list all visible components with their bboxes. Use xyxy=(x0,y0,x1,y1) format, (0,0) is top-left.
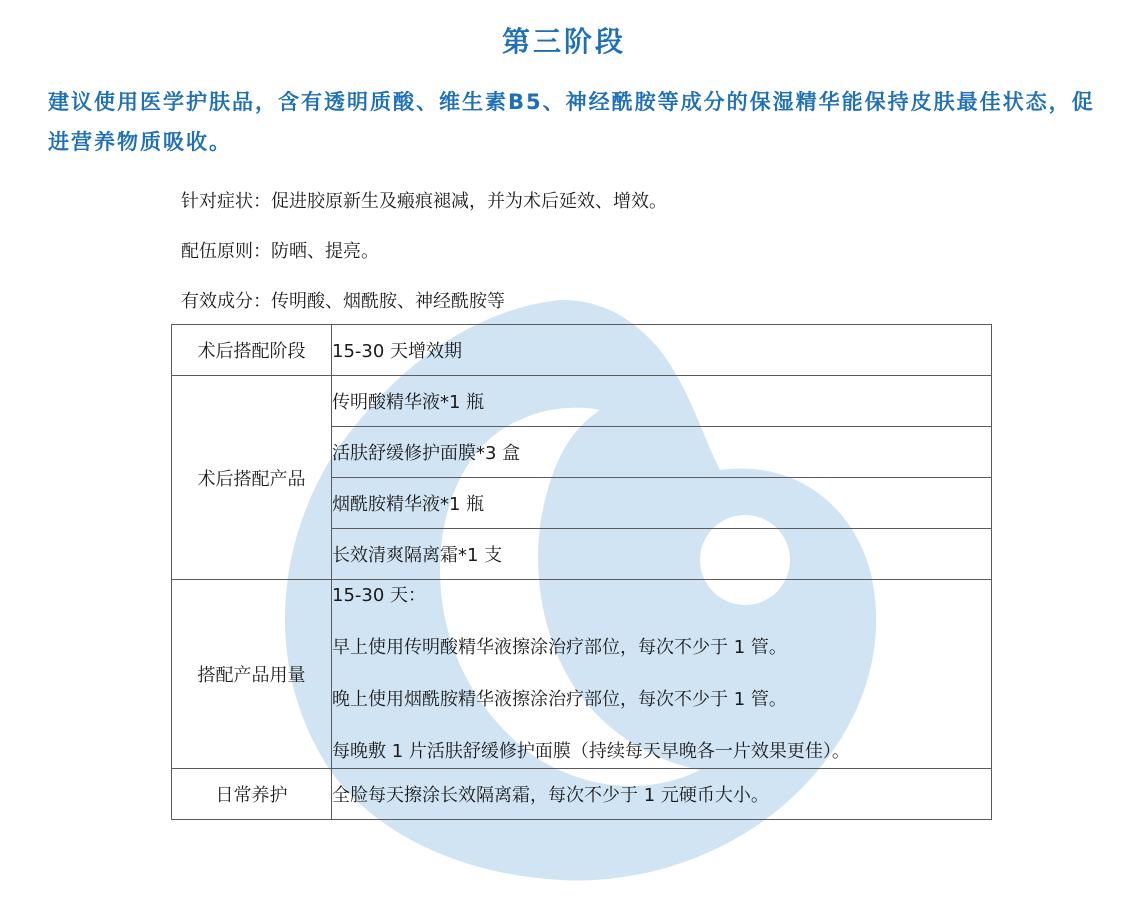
usage-line: 每晚敷 1 片活肤舒缓修护面膜（持续每天早晚各一片效果更佳）。 xyxy=(332,741,850,762)
ingredients-line: 有效成分：传明酸、烟酰胺、神经酰胺等 xyxy=(181,291,505,312)
intro-text: 建议使用医学护肤品，含有透明质酸、维生素B5、神经酰胺等成分的保湿精华能保持皮肤最佳状态，促进营养物质吸收。 xyxy=(48,90,1095,154)
principle-line: 配伍原则：防晒、提亮。 xyxy=(181,241,379,262)
stage-table xyxy=(171,324,992,820)
usage-cell xyxy=(332,580,992,769)
daily-label: 日常养护 xyxy=(172,769,332,820)
table-row xyxy=(172,376,992,427)
page-title: 第三阶段 xyxy=(501,25,626,58)
products-label: 术后搭配产品 xyxy=(172,376,332,580)
stage-value: 15-30 天增效期 xyxy=(332,325,992,376)
usage-label: 搭配产品用量 xyxy=(172,580,332,769)
product-item: 烟酰胺精华液*1 瓶 xyxy=(332,478,992,529)
usage-line: 早上使用传明酸精华液擦涂治疗部位，每次不少于 1 管。 xyxy=(332,637,787,658)
usage-line: 晚上使用烟酰胺精华液擦涂治疗部位，每次不少于 1 管。 xyxy=(332,689,787,710)
daily-value: 全脸每天擦涂长效隔离霜，每次不少于 1 元硬币大小。 xyxy=(332,769,992,820)
usage-line: 15-30 天： xyxy=(332,585,427,606)
table-row xyxy=(172,580,992,769)
table-row xyxy=(172,769,992,820)
stage-label: 术后搭配阶段 xyxy=(172,325,332,376)
table-row xyxy=(172,325,992,376)
product-item: 长效清爽隔离霜*1 支 xyxy=(332,529,992,580)
symptoms-line: 针对症状：促进胶原新生及瘢痕褪减，并为术后延效、增效。 xyxy=(181,191,667,212)
product-item: 传明酸精华液*1 瓶 xyxy=(332,376,992,427)
product-item: 活肤舒缓修护面膜*3 盒 xyxy=(332,427,992,478)
